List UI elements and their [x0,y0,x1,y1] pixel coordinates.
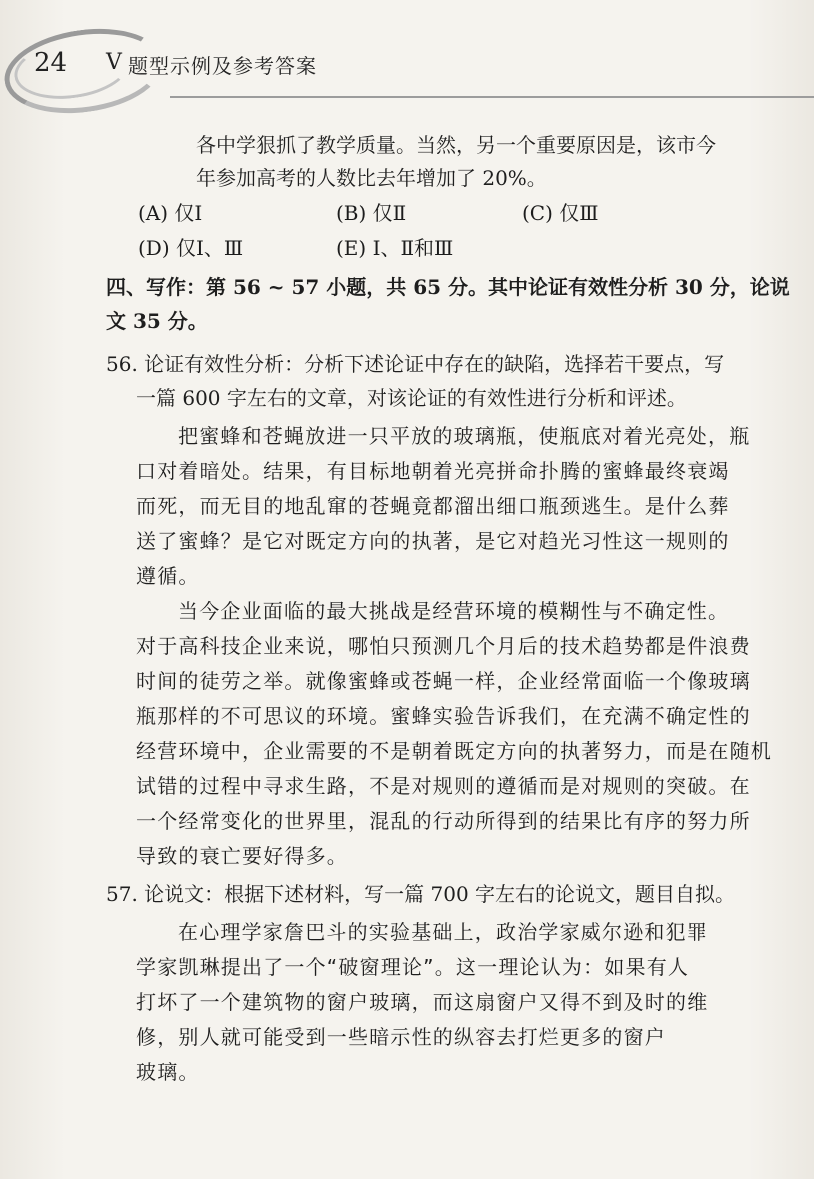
q56-passage-line: 试错的过程中寻求生路，不是对规则的遵循而是对规则的突破。在 [136,774,751,798]
q56-passage-line: 口对着暗处。结果，有目标地朝着光亮拼命扑腾的蜜蜂最终衰竭 [136,459,730,483]
header-rule [170,96,814,98]
chapter-title: 题型示例及参考答案 [128,54,317,78]
option-d: (D) 仅Ⅰ、Ⅲ [138,236,244,260]
q57-passage-line: 修，别人就可能受到一些暗示性的纵容去打烂更多的窗户 [136,1025,666,1049]
option-b: (B) 仅Ⅱ [336,201,407,225]
q56-passage-line: 瓶那样的不可思议的环境。蜜蜂实验告诉我们，在充满不确定性的 [136,704,751,728]
q56-passage-line: 送了蜜蜂？是它对既定方向的执著，是它对趋光习性这一规则的 [136,529,730,553]
q56-passage-line: 经营环境中，企业需要的不是朝着既定方向的执著努力，而是在随机 [136,739,772,763]
option-e: (E) Ⅰ、Ⅱ和Ⅲ [336,236,454,260]
q57-passage-line: 玻璃。 [136,1060,200,1084]
q56-passage-line: 一个经常变化的世界里，混乱的行动所得到的结果比有序的努力所 [136,809,751,833]
continuation-line-1: 各中学狠抓了教学质量。当然，另一个重要原因是，该市今 [196,133,716,157]
page-number: 24 [34,48,68,78]
option-c: (C) 仅Ⅲ [522,201,599,225]
continuation-line-2: 年参加高考的人数比去年增加了 20%。 [196,166,547,190]
q56-prompt-line-1: 56. 论证有效性分析：分析下述论证中存在的缺陷，选择若干要点，写 [106,352,725,376]
section-4-heading-line-2: 文 35 分。 [106,309,208,333]
option-a: (A) 仅Ⅰ [138,201,203,225]
q56-passage-line: 时间的徒劳之举。就像蜜蜂或苍蝇一样，企业经常面临一个像玻璃 [136,669,751,693]
q57-passage-line: 学家凯琳提出了一个“破窗理论”。这一理论认为：如果有人 [136,955,690,979]
q56-passage-line: 遵循。 [136,564,200,588]
q57-passage-line: 在心理学家詹巴斗的实验基础上，政治学家威尔逊和犯罪 [178,920,708,944]
q56-passage-line: 对于高科技企业来说，哪怕只预测几个月后的技术趋势都是件浪费 [136,634,751,658]
q57-passage-line: 打坏了一个建筑物的窗户玻璃，而这扇窗户又得不到及时的维 [136,990,709,1014]
q56-passage-line: 当今企业面临的最大挑战是经营环境的模糊性与不确定性。 [178,599,730,623]
q56-passage-line: 而死，而无目的地乱窜的苍蝇竟都溜出细口瓶颈逃生。是什么葬 [136,494,730,518]
q56-passage-line: 把蜜蜂和苍蝇放进一只平放的玻璃瓶，使瓶底对着光亮处，瓶 [178,424,751,448]
section-4-heading-line-1: 四、写作：第 56 ~ 57 小题，共 65 分。其中论证有效性分析 30 分，论说 [106,275,790,299]
chapter-roman-numeral: V [106,50,122,75]
q56-prompt-line-2: 一篇 600 字左右的文章，对该论证的有效性进行分析和评述。 [136,386,687,410]
q56-passage-line: 导致的衰亡要好得多。 [136,844,348,868]
q57-prompt-line-1: 57. 论说文：根据下述材料，写一篇 700 字左右的论说文，题目自拟。 [106,882,736,906]
